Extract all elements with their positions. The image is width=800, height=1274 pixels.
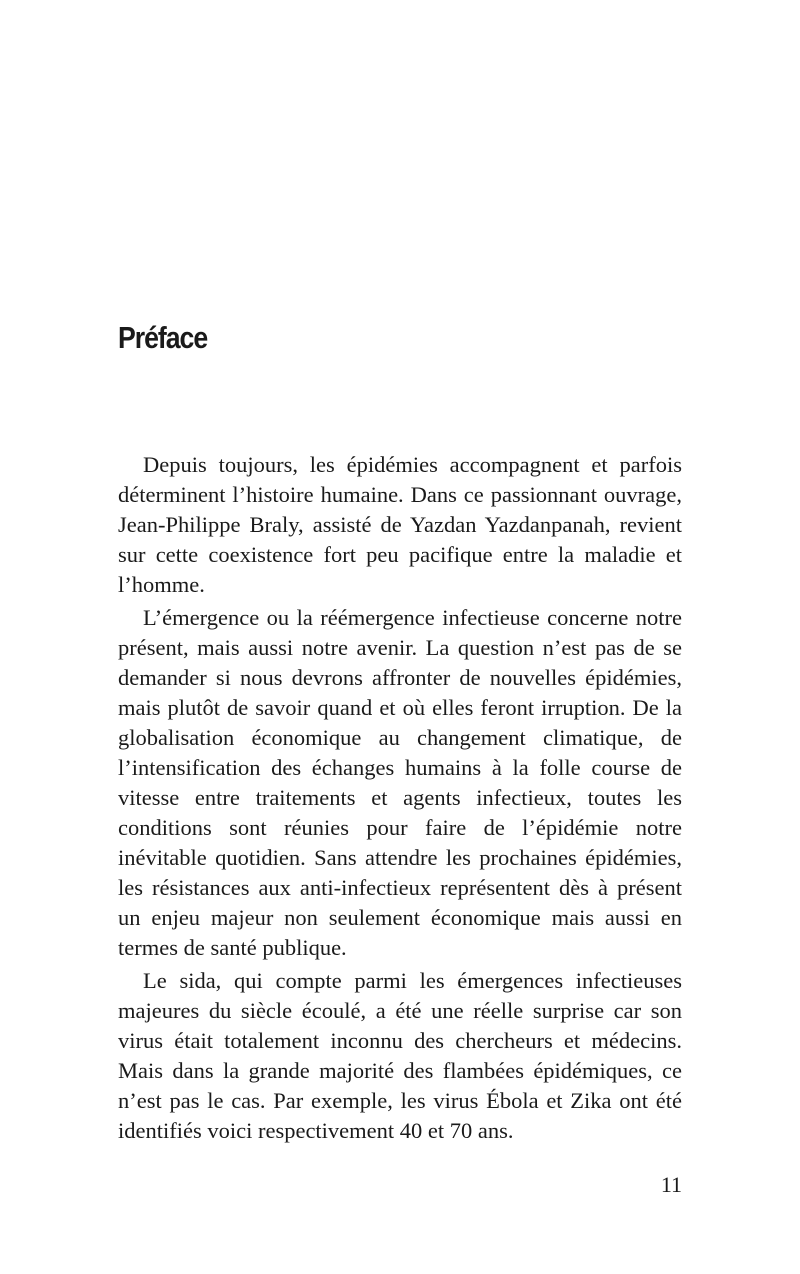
- page-number: 11: [660, 1172, 682, 1197]
- paragraph: Depuis toujours, les épidémies accompagnent et parfois déterminent l’histoire humaine. Dans ce passionnant ouvrage, Jean-Philippe Braly, assisté de Yazdan Yazdanpanah, revient sur cette coexistence fort peu pacifique entre la maladie et l’homme.: [118, 452, 682, 597]
- chapter-title: Préface: [118, 320, 208, 355]
- paragraph: L’émergence ou la réémergence infectieuse concerne notre présent, mais aussi notre avenir. La question n’est pas de se demander si nous devrons affronter de nouvelles épidémies, mais plutôt de savoir quand et où elles feront irruption. De la globalisation économique au changement climatique, de l’intensification des échanges humains à la folle course de vitesse entre traitements et agents infectieux, toutes les conditions sont réunies pour faire de l’épidémie notre inévitable quotidien. Sans attendre les prochaines épidémies, les résistances aux anti-infectieux représentent dès à présent un enjeu majeur non seulement économique mais aussi en termes de santé publique.: [118, 605, 682, 960]
- body-text: [118, 450, 682, 1149]
- paragraph: Le sida, qui compte parmi les émergences infectieuses majeures du siècle écoulé, a été une réelle surprise car son virus était totalement inconnu des chercheurs et médecins. Mais dans la grande majorité des flambées épidémiques, ce n’est pas le cas. Par exemple, les virus Ébola et Zika ont été identifiés voici respectivement 40 et 70 ans.: [118, 968, 682, 1143]
